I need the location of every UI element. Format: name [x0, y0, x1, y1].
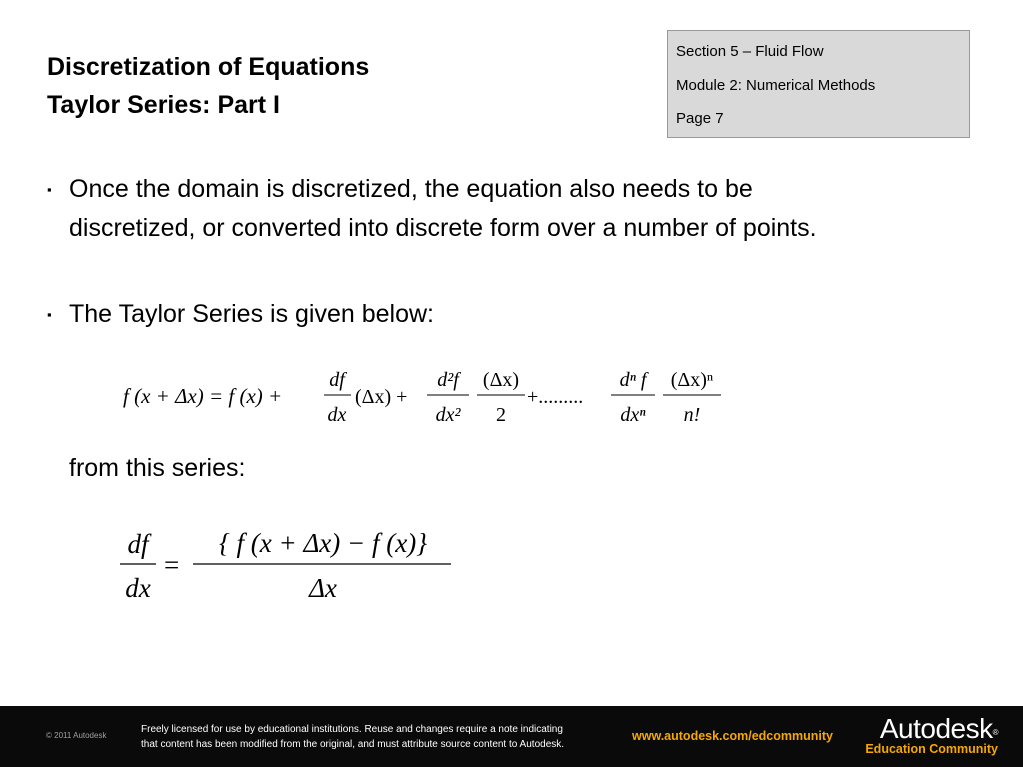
term2-delta-denominator: 2	[496, 404, 506, 426]
term1-denominator: dx	[327, 404, 347, 426]
taylor-series-equation	[115, 358, 735, 438]
license-notice	[141, 722, 631, 752]
term2-delta-numerator: (Δx)	[482, 369, 520, 391]
edcommunity-link[interactable]: www.autodesk.com/edcommunity	[632, 729, 833, 743]
title-line-1: Discretization of Equations	[47, 53, 370, 81]
term1-numerator: df	[329, 369, 345, 391]
termn-delta-denominator: n!	[683, 404, 701, 426]
autodesk-logo	[865, 714, 998, 756]
derivative-rhs-numerator: { f (x + Δx) − f (x)}	[218, 528, 428, 558]
section-info-box	[667, 30, 970, 138]
derivative-lhs-denominator: dx	[125, 573, 151, 603]
termn-delta-numerator: (Δx)ⁿ	[670, 369, 714, 391]
bullet-2-line-1: The Taylor Series is given below:	[69, 300, 434, 328]
derivative-lhs-numerator: df	[127, 529, 149, 559]
derivative-approximation-equation	[115, 518, 475, 608]
term2-numerator: d²f	[437, 369, 459, 391]
bullet-1-line-1: Once the domain is discretized, the equation also needs to be	[69, 175, 753, 203]
registered-mark: ®	[992, 728, 998, 737]
license-line-2: that content has been modified from the original, and must attribute source content to Autodesk.	[141, 739, 565, 750]
autodesk-wordmark	[865, 714, 998, 744]
term1-multiplier: (Δx) +	[355, 386, 408, 408]
from-series-text: from this series:	[69, 454, 246, 482]
bullet-marker: ▪	[47, 182, 52, 197]
derivative-rhs-denominator: Δx	[309, 573, 337, 603]
bullet-1-line-2: discretized, or converted into discrete form over a number of points.	[69, 214, 817, 242]
section-label: Section 5 – Fluid Flow	[676, 43, 824, 60]
copyright-text: © 2011 Autodesk	[46, 731, 107, 740]
term2-denominator: dx²	[435, 404, 461, 426]
license-line-1: Freely licensed for use by educational institutions. Reuse and changes require a note indicating	[141, 724, 563, 735]
termn-denominator: dxⁿ	[620, 404, 646, 426]
title-line-2: Taylor Series: Part I	[47, 91, 280, 119]
taylor-lhs: f (x + Δx) = f (x) +	[123, 384, 283, 408]
bullet-marker: ▪	[47, 307, 52, 322]
footer-bar	[0, 706, 1023, 767]
brand-name: Autodesk	[879, 713, 993, 744]
module-label: Module 2: Numerical Methods	[676, 76, 876, 94]
education-community-label: Education Community	[865, 742, 998, 756]
page-label: Page 7	[676, 110, 724, 127]
series-ellipsis: +.........	[527, 386, 584, 408]
derivative-equals: =	[164, 550, 180, 580]
slide-title	[47, 48, 369, 124]
termn-numerator: dⁿ f	[619, 369, 647, 391]
